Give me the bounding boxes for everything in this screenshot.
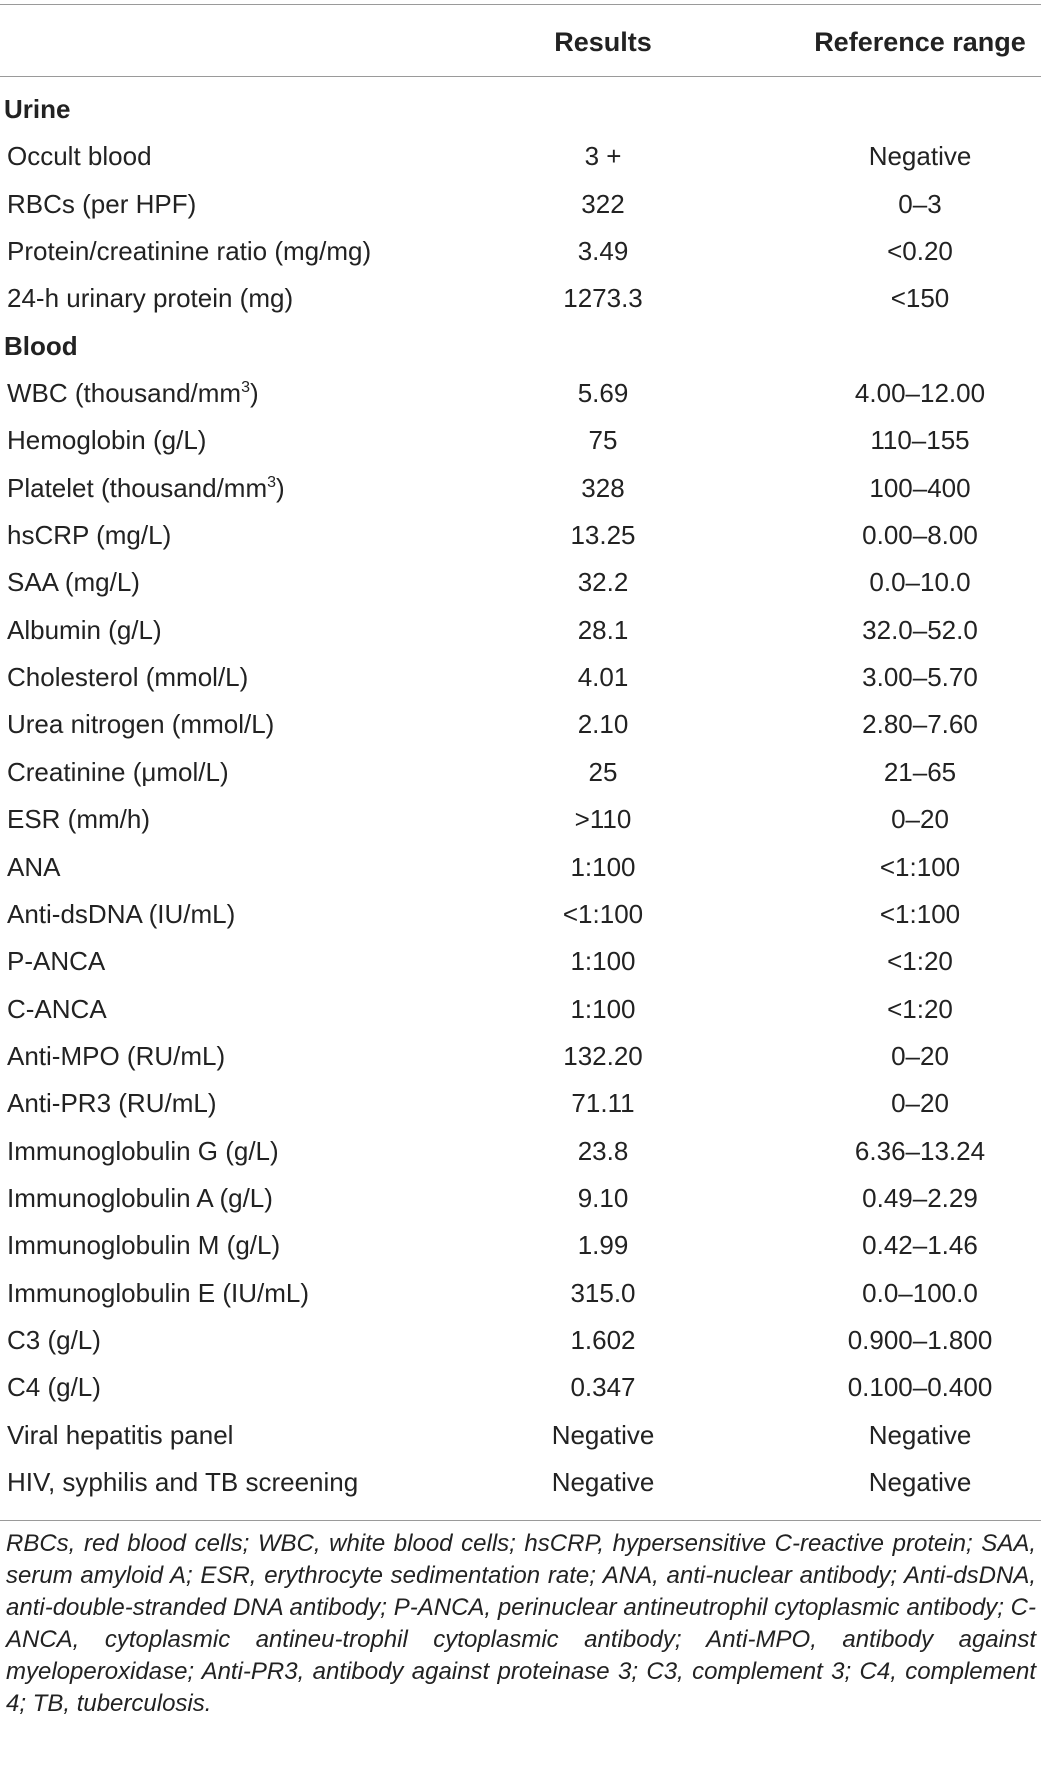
reference-range-value: 0–3	[898, 188, 942, 219]
table-row	[0, 1418, 1041, 1465]
table-row	[0, 850, 1041, 897]
result-value: Negative	[551, 1419, 655, 1450]
table-header	[0, 4, 1041, 76]
reference-range-value: 0.0–100.0	[862, 1277, 978, 1308]
reference-range-value: <0.20	[887, 236, 953, 267]
result-value: 75	[588, 425, 618, 456]
test-name-text: Cholesterol (mmol/L)	[7, 662, 249, 693]
test-name	[7, 850, 60, 884]
test-name-text: C-ANCA	[7, 993, 107, 1024]
table-row	[0, 1039, 1041, 1086]
test-name	[7, 234, 371, 268]
result-value: 1.99	[577, 1230, 629, 1261]
test-name	[7, 1323, 101, 1357]
test-name	[7, 1039, 225, 1073]
test-name	[7, 1370, 101, 1404]
result-value: 3.49	[577, 236, 629, 267]
reference-range-value: 4.00–12.00	[854, 378, 986, 409]
reference-range-value: <1:100	[879, 851, 961, 882]
result-value: 315.0	[570, 1277, 636, 1308]
table-bottom-rule	[0, 1520, 1041, 1521]
test-name	[7, 471, 285, 505]
reference-range-value: 3.00–5.70	[862, 662, 978, 693]
table-row	[0, 707, 1041, 754]
test-name-text: ANA	[7, 851, 61, 882]
test-name	[7, 1181, 273, 1215]
reference-range-value: 0.900–1.800	[847, 1324, 993, 1355]
test-name	[7, 707, 274, 741]
table-row	[0, 897, 1041, 944]
table-row	[0, 376, 1041, 423]
test-name-text: Urine	[4, 94, 71, 124]
test-name-text: Immunoglobulin G (g/L)	[7, 1135, 279, 1166]
table-row	[0, 565, 1041, 612]
test-name	[7, 660, 248, 694]
test-name	[7, 802, 150, 836]
test-name-suffix: )	[276, 472, 285, 503]
table-row	[0, 1181, 1041, 1228]
reference-range-value: 100–400	[869, 472, 971, 503]
table-row	[0, 660, 1041, 707]
test-name	[7, 755, 229, 789]
reference-range-value: 0.0–10.0	[869, 567, 971, 598]
test-name-text: Viral hepatitis panel	[7, 1419, 234, 1450]
result-value: 328	[581, 472, 625, 503]
reference-range-value: <1:100	[879, 898, 961, 929]
reference-range-value: 0.49–2.29	[862, 1182, 978, 1213]
section-label	[4, 92, 70, 126]
result-value: <1:100	[562, 898, 644, 929]
table-row	[0, 187, 1041, 234]
table-row	[0, 1370, 1041, 1417]
test-name-text: Anti-dsDNA (IU/mL)	[7, 898, 236, 929]
test-name	[7, 1465, 358, 1499]
table-row	[0, 1134, 1041, 1181]
table-row	[0, 1228, 1041, 1275]
test-name	[7, 897, 235, 931]
section-label	[4, 329, 78, 363]
test-name-text: Anti-MPO (RU/mL)	[7, 1040, 226, 1071]
table-row	[0, 1086, 1041, 1133]
test-name	[7, 139, 152, 173]
test-name-text: Occult blood	[7, 141, 152, 172]
test-name	[7, 1418, 233, 1452]
test-name-text: HIV, syphilis and TB screening	[7, 1466, 359, 1497]
test-name-text: Platelet (thousand/mm	[7, 472, 268, 503]
test-name-text: ESR (mm/h)	[7, 804, 150, 835]
test-name	[7, 423, 206, 457]
reference-range-value: 0.42–1.46	[862, 1230, 978, 1261]
result-value: 1273.3	[563, 283, 643, 314]
reference-range-value: 32.0–52.0	[862, 614, 978, 645]
test-name-text: RBCs (per HPF)	[7, 188, 197, 219]
test-name	[7, 944, 105, 978]
superscript: 3	[241, 379, 250, 397]
test-name-text: Blood	[4, 330, 78, 361]
test-name-text: Immunoglobulin E (IU/mL)	[7, 1277, 309, 1308]
result-value: 23.8	[577, 1135, 629, 1166]
table-row	[0, 613, 1041, 660]
test-name-text: Immunoglobulin M (g/L)	[7, 1230, 281, 1261]
test-name	[7, 1134, 279, 1168]
result-value: 25	[588, 756, 618, 787]
reference-range-value: 6.36–13.24	[854, 1135, 986, 1166]
table-row	[0, 992, 1041, 1039]
test-name-text: Protein/creatinine ratio (mg/mg)	[7, 236, 372, 267]
reference-range-value: 0–20	[891, 1040, 949, 1071]
result-value: 71.11	[571, 1088, 635, 1119]
table-row	[0, 139, 1041, 186]
result-value: 13.25	[570, 520, 636, 551]
result-value: 1.602	[570, 1324, 636, 1355]
result-value: 2.10	[577, 709, 629, 740]
table-row	[0, 1323, 1041, 1370]
test-name-text: Hemoglobin (g/L)	[7, 425, 207, 456]
table-row	[0, 1276, 1041, 1323]
test-name	[7, 613, 162, 647]
reference-range-value: Negative	[868, 1419, 972, 1450]
test-name-text: WBC (thousand/mm	[7, 378, 242, 409]
table-row	[0, 518, 1041, 565]
test-name-text: SAA (mg/L)	[7, 567, 140, 598]
reference-range-value: Negative	[868, 1466, 972, 1497]
result-value: 5.69	[577, 378, 629, 409]
result-value: 32.2	[577, 567, 629, 598]
test-name-text: Creatinine (μmol/L)	[7, 756, 229, 787]
test-name-text: 24-h urinary protein (mg)	[7, 283, 294, 314]
test-name	[7, 1276, 309, 1310]
test-name	[7, 376, 259, 410]
test-name-text: C4 (g/L)	[7, 1372, 101, 1403]
result-value: 28.1	[577, 614, 629, 645]
test-name-text: Anti-PR3 (RU/mL)	[7, 1088, 217, 1119]
reference-range-value: <1:20	[887, 946, 953, 977]
result-value: 3 +	[584, 141, 622, 172]
test-name-text: Albumin (g/L)	[7, 614, 162, 645]
table-row	[0, 471, 1041, 518]
reference-range-value: 110–155	[870, 425, 970, 456]
test-name	[7, 1086, 216, 1120]
table-header-rule	[0, 76, 1041, 77]
reference-range-column-header: Reference range	[814, 27, 1026, 57]
test-name	[7, 518, 171, 552]
table-footnote: RBCs, red blood cells; WBC, white blood cells; hsCRP, hypersensitive C-reactive protein; SAA, serum amyloid A; ESR, erythrocyte sedimentation rate; ANA, anti-nuclear antibody; Anti-dsDNA, anti-double-stranded DNA antibody; P-ANCA, perinuclear antineutrophil cytoplasmic antibody; C-ANCA, cytoplasmic antineu-trophil cytoplasmic antibody; Anti-MPO, antibody against myeloperoxidase; Anti-PR3, antibody against proteinase 3; C3, complement 3; C4, complement 4; TB, tuberculosis.	[6, 1530, 1036, 1717]
reference-range-value: 0.100–0.400	[847, 1372, 993, 1403]
test-name-text: Urea nitrogen (mmol/L)	[7, 709, 275, 740]
table-row	[0, 423, 1041, 470]
reference-range-value: 0.00–8.00	[862, 520, 978, 551]
reference-range-value: 2.80–7.60	[862, 709, 978, 740]
result-value: 9.10	[577, 1182, 629, 1213]
test-name	[7, 281, 293, 315]
result-value: 1:100	[570, 993, 636, 1024]
reference-range-value: 0–20	[891, 1088, 949, 1119]
section-header-row	[0, 329, 1041, 376]
result-value: 1:100	[570, 946, 636, 977]
table-body	[0, 92, 1041, 1512]
result-value: 0.347	[570, 1372, 636, 1403]
result-value: Negative	[551, 1466, 655, 1497]
test-name-text: Immunoglobulin A (g/L)	[7, 1182, 273, 1213]
result-value: >110	[574, 804, 632, 835]
test-name	[7, 187, 196, 221]
table-row	[0, 234, 1041, 281]
table-row	[0, 281, 1041, 328]
test-name-text: hsCRP (mg/L)	[7, 520, 172, 551]
test-name-text: C3 (g/L)	[7, 1324, 101, 1355]
test-name	[7, 1228, 280, 1262]
result-value: 132.20	[563, 1040, 643, 1071]
table-row	[0, 944, 1041, 991]
reference-range-value: 21–65	[883, 756, 957, 787]
reference-range-value: <1:20	[887, 993, 953, 1024]
table-row	[0, 755, 1041, 802]
result-value: 1:100	[570, 851, 636, 882]
section-header-row	[0, 92, 1041, 139]
reference-range-value: 0–20	[891, 804, 949, 835]
test-name-text: P-ANCA	[7, 946, 106, 977]
test-name-suffix: )	[249, 378, 259, 409]
table-row	[0, 802, 1041, 849]
reference-range-value: <150	[890, 283, 950, 314]
superscript: 3	[267, 473, 277, 491]
test-name	[7, 565, 140, 599]
result-value: 4.01	[577, 662, 629, 693]
results-column-header: Results	[554, 27, 652, 57]
test-name	[7, 992, 107, 1026]
result-value: 322	[581, 188, 625, 219]
table-row	[0, 1465, 1041, 1512]
reference-range-value: Negative	[868, 141, 972, 172]
